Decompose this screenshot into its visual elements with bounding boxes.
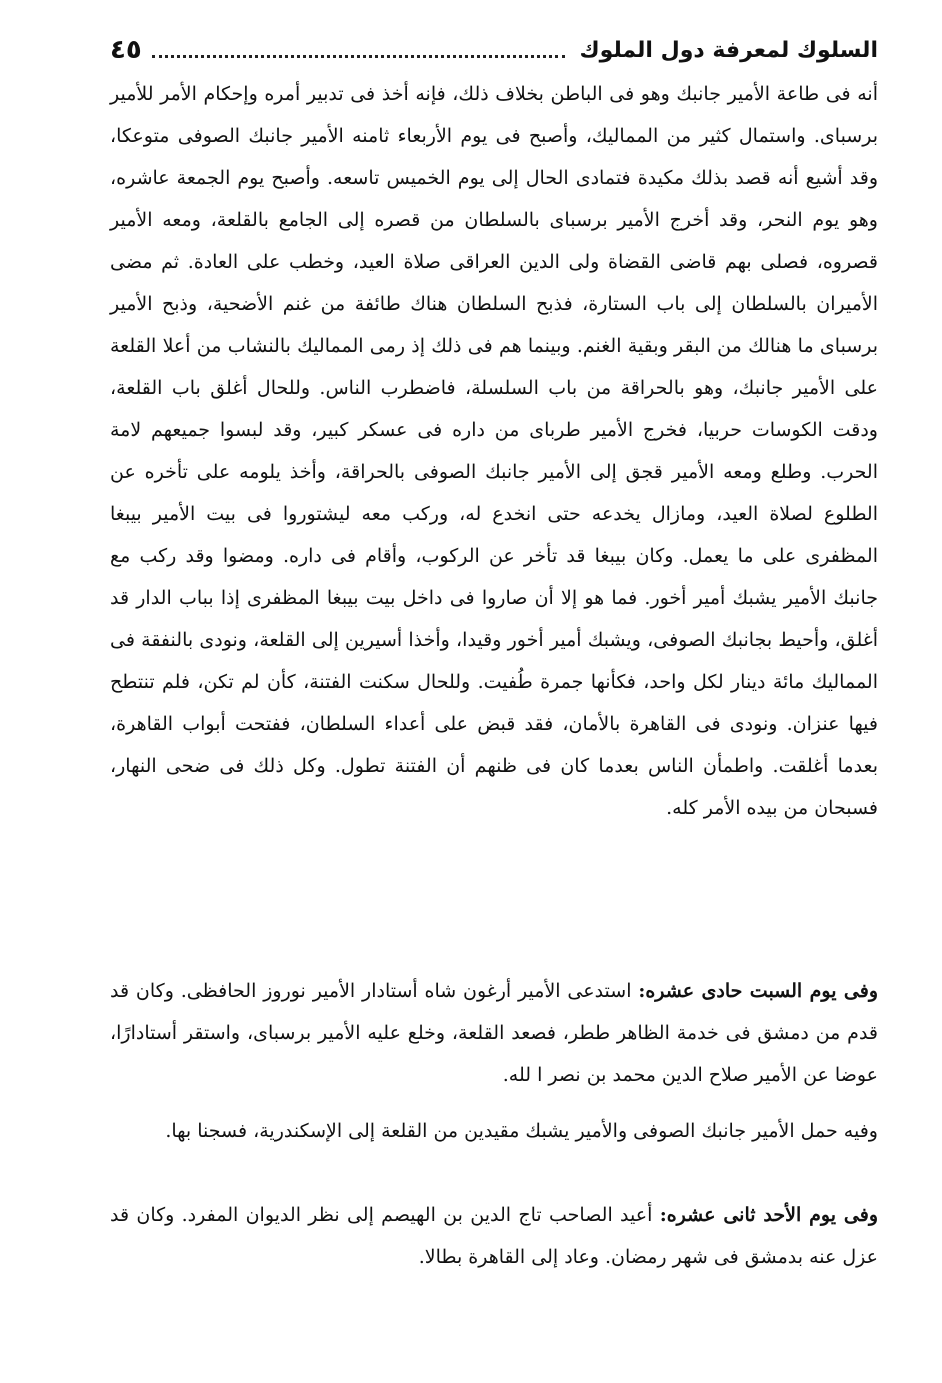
paragraph-3-text: وفيه حمل الأمير جانبك الصوفى والأمير يشبك مقيدين من القلعة إلى الإسكندرية، فسجنا بها. <box>165 1120 878 1142</box>
page-header <box>110 30 878 70</box>
page-number: ٤٥ <box>110 35 142 65</box>
paragraph-2-lead: وفى يوم السبت حادى عشره: <box>638 980 879 1002</box>
paragraph-2 <box>110 970 878 1096</box>
paragraph-1 <box>110 73 878 829</box>
paragraph-1-text: أنه فى طاعة الأمير جانبك وهو فى الباطن بخلاف ذلك، فإنه أخذ فى تدبير أمره وإحكام الأمر للأمير برسباى. واستمال كثير من المماليك، وأصبح فى يوم الأربعاء ثامنه الأمير جانبك الصوفى متوعكا، وقد أشيع أنه قصد بذلك مكيدة فتمادى الحال إلى يوم الخميس تاسعه. وأصبح يوم الجمعة عاشره، وهو يوم النحر، وقد أخرج الأمير برسباى بالسلطان من قصره إلى الجامع بالقلعة، ومعه الأمير قصروه، فصلى بهم قاضى القضاة ولى الدين العراقى صلاة العيد، وخطب على العادة. ثم مضى الأميران بالسلطان إلى باب الستارة، فذبح السلطان هناك طائفة من غنم الأضحية، وذبح الأمير برسباى ما هنالك من البقر وبقية الغنم. وبينما هم فى ذلك إذ رمى المماليك بالنشاب من أعلا القلعة على الأمير جانبك، وهو بالحراقة من باب السلسلة، فاضطرب الناس. وللحال أغلق باب القلعة، ودقت الكوسات حربيا، فخرج الأمير طرباى من داره فى عسكر كبير، وقد لبسوا جميعهم لامة الحرب. وطلع ومعه الأمير قجق إلى الأمير جانبك الصوفى بالحراقة، وأخذ يلومه على تأخره عن الطلوع لصلاة العيد، ومازال يخدعه حتى انخدع له، وركب معه ليشتوروا فى بيت الأمير بيبغا المظفرى على ما يعمل. وكان بيبغا قد تأخر عن الركوب، وأقام فى داره. ومضوا وقد ركب مع جانبك الأمير يشبك أمير أخور. فما هو إلا أن صاروا فى داخل بيت بيبغا المظفرى إذا بباب الدار قد أغلق، وأحيط بجانبك الصوفى، ويشبك أمير أخور وقيدا، وأخذا أسيرين إلى القلعة، ونودى بالنفقة فى المماليك مائة دينار لكل واحد، فكأنها جمرة طُفيت. وللحال سكنت الفتنة، كأن لم تكن، فلم تنتطح فيها عنزان. ونودى فى القاهرة بالأمان، فقد قبض على أعداء السلطان، ففتحت أبواب القاهرة، بعدما أغلقت. واطمأن الناس بعدما كان فى ظنهم أن الفتنة تطول. وكل ذلك فى ضحى النهار، فسبحان من بيده الأمر كله. <box>110 83 878 819</box>
paragraph-3 <box>110 1110 878 1152</box>
running-title: السلوك لمعرفة دول الملوك <box>579 37 878 63</box>
dotted-leader <box>152 55 566 58</box>
paragraph-2-text: استدعى الأمير أرغون شاه أستادار الأمير نوروز الحافظى. وكان قد قدم من دمشق فى خدمة الظاهر ططر، فصعد القلعة، وخلع عليه الأمير برسباى، واستقر أستادارًا، عوضا عن الأمير صلاح الدين محمد بن نصر ا لله. <box>110 980 878 1086</box>
paragraph-4-lead: وفى يوم الأحد ثانى عشره: <box>659 1204 878 1226</box>
paragraph-4 <box>110 1194 878 1278</box>
paragraph-4-text: أعيد الصاحب تاج الدين بن الهيصم إلى نظر الديوان المفرد. وكان قد عزل عنه بدمشق فى شهر رمضان. وعاد إلى القاهرة بطالا. <box>110 1204 878 1268</box>
